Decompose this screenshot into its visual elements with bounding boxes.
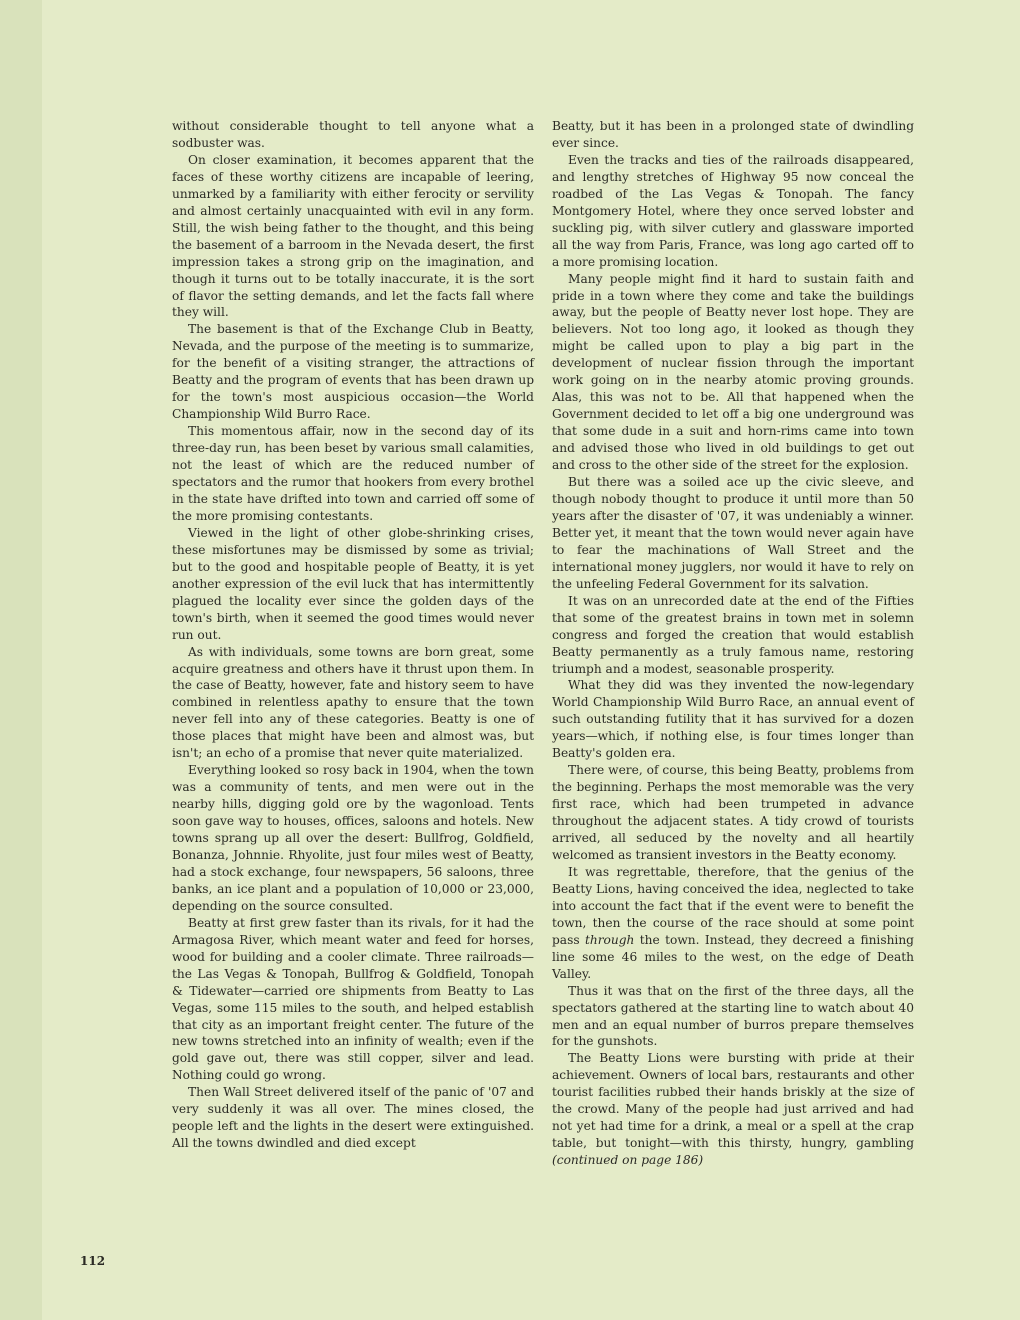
paragraph bbox=[552, 1050, 914, 1169]
paragraph: Many people might find it hard to sustain faith and pride in a town where they come and take the buildings away, but the people of Beatty never lost hope. They are believers. Not too long ago, it looked as though they might be called upon to play a big part in the development of nuclear fission through the important work going on in the nearby atomic proving grounds. Alas, this was not to be. All that happened when the Government decided to let off a big one underground was that some dude in a suit and horn-rims came into town and advised those who lived in old buildings to get out and cross to the other side of the street for the explosion. bbox=[552, 271, 914, 473]
paragraph: As with individuals, some towns are born great, some acquire greatness and others have it thrust upon them. In the case of Beatty, however, fate and history seem to have combined in relentless apathy to ensure that the town never fell into any of these categories. Beatty is one of those places that might have been and almost was, but isn't; an echo of a promise that never quite materialized. bbox=[172, 644, 534, 761]
paragraph-text: the town. Instead, they decreed a finishing line some 46 miles to the west, on the edge of Death Valley. bbox=[552, 932, 914, 981]
paragraph-text: It was regrettable, therefore, that the genius of the Beatty Lions, having conceived the idea, neglected to take into account the fact that if the event were to benefit the town, then the course of the race should at some point pass bbox=[552, 864, 914, 947]
paragraph: But there was a soiled ace up the civic sleeve, and though nobody thought to produce it until more than 50 years after the disaster of '07, it was undeniably a winner. Better yet, it meant that the town would never again have to fear the machinations of Wall Street and the international money jugglers, nor would it have to rely on the unfeeling Federal Government for its salvation. bbox=[552, 475, 914, 591]
paragraph: What they did was they invented the now-legendary World Championship Wild Burro Race, an annual event of such outstanding futility that it has survived for a dozen years—which, if nothing else, is four times longer than Beatty's golden era. bbox=[552, 678, 914, 761]
paragraph: This momentous affair, now in the second day of its three-day run, has been beset by various small calamities, not the least of which are the reduced number of spectators and the rumor that hookers from every brothel in the state have drifted into town and carried off some of the more promising contestants. bbox=[172, 424, 534, 523]
paragraph: On closer examination, it becomes apparent that the faces of these worthy citizens are incapable of leering, unmarked by a familiarity with either ferocity or servility and almost certainly unacquainted with evil in any form. Still, the wish being father to the thought, and this being the basement of a barroom in the Nevada desert, the first impression takes a strong grip on the imagination, and though it turns out to be totally inaccurate, it is the sort of flavor the setting demands, and let the facts fall where they will. bbox=[172, 152, 534, 320]
paragraph: without considerable thought to tell anyone what a sodbuster was. bbox=[172, 119, 534, 150]
paragraph: Beatty at first grew faster than its rivals, for it had the Armagosa River, which meant water and feed for horses, wood for building and a cooler climate. Three railroads—the Las Vegas & Tonopah, Bullfrog & Goldfield, Tonopah & Tidewater—carried ore shipments from Beatty to Las Vegas, some 115 miles to the south, and helped establish that city as an important freight center. The future of the new towns stretched into an infinity of wealth; even if the gold gave out, there was still copper, silver and lead. Nothing could go wrong. bbox=[172, 915, 534, 1083]
paragraph bbox=[552, 864, 914, 983]
paragraph: Thus it was that on the first of the three days, all the spectators gathered at the starting line to watch about 40 men and an equal number of burros prepare themselves for the gunshots. bbox=[552, 983, 914, 1049]
emphasis-text: through bbox=[584, 932, 635, 947]
paragraph-text: The Beatty Lions were bursting with pride at their achievement. Owners of local bars, restaurants and other tourist facilities rubbed their hands briskly at the size of the crowd. Many of the people had just arrived and had not yet had time for a drink, a meal or a spell at the crap table, but tonight—with this thirsty, hungry, gambling bbox=[552, 1051, 914, 1151]
paragraph: Everything looked so rosy back in 1904, when the town was a community of tents, and men were out in the nearby hills, digging gold ore by the wagonload. Tents soon gave way to houses, offices, saloons and hotels. New towns sprang up all over the desert: Bullfrog, Goldfield, Bonanza, Johnnie. Rhyolite, just four miles west of Beatty, had a stock exchange, four newspapers, 56 saloons, three banks, an ice plant and a population of 10,000 or 23,000, depending on the source consulted. bbox=[172, 763, 534, 913]
paragraph: Then Wall Street delivered itself of the panic of '07 and very suddenly it was all over. The mines closed, the people left and the lights in the desert were extinguished. All the towns dwindled and died except bbox=[172, 1085, 534, 1151]
paragraph: Viewed in the light of other globe-shrinking crises, these misfortunes may be dismissed by some as trivial; but to the good and hospitable people of Beatty, it is yet another expression of the evil luck that has intermittently plagued the locality ever since the golden days of the town's birth, when it seemed the good times would never run out. bbox=[172, 525, 534, 642]
paragraph: The basement is that of the Exchange Club in Beatty, Nevada, and the purpose of the meeting is to summarize, for the benefit of a visiting stranger, the attractions of Beatty and the program of events that has been drawn up for the town's most auspicious occasion—the World Championship Wild Burro Race. bbox=[172, 322, 534, 422]
continuation-note: (continued on page 186) bbox=[552, 1153, 704, 1168]
left-text-column bbox=[172, 118, 534, 1152]
paragraph: Beatty, but it has been in a prolonged state of dwindling ever since. bbox=[552, 119, 914, 150]
paragraph: Even the tracks and ties of the railroads disappeared, and lengthy stretches of Highway 95 now conceal the roadbed of the Las Vegas & Tonopah. The fancy Montgomery Hotel, where they once served lobster and suckling pig, with silver cutlery and glassware imported all the way from Paris, France, was long ago carted off to a more promising location. bbox=[552, 152, 914, 269]
paragraph: It was on an unrecorded date at the end of the Fifties that some of the greatest brains in town met in solemn congress and forged the creation that would establish Beatty permanently as a truly famous name, restoring triumph and a modest, seasonable prosperity. bbox=[552, 593, 914, 676]
page-number: 112 bbox=[80, 1254, 106, 1268]
right-text-column bbox=[552, 118, 914, 1169]
paragraph: There were, of course, this being Beatty, problems from the beginning. Perhaps the most memorable was the very first race, which had been trumpeted in advance throughout the adjacent states. A tidy crowd of tourists arrived, all seduced by the novelty and all heartily welcomed as transient investors in the Beatty economy. bbox=[552, 763, 914, 862]
